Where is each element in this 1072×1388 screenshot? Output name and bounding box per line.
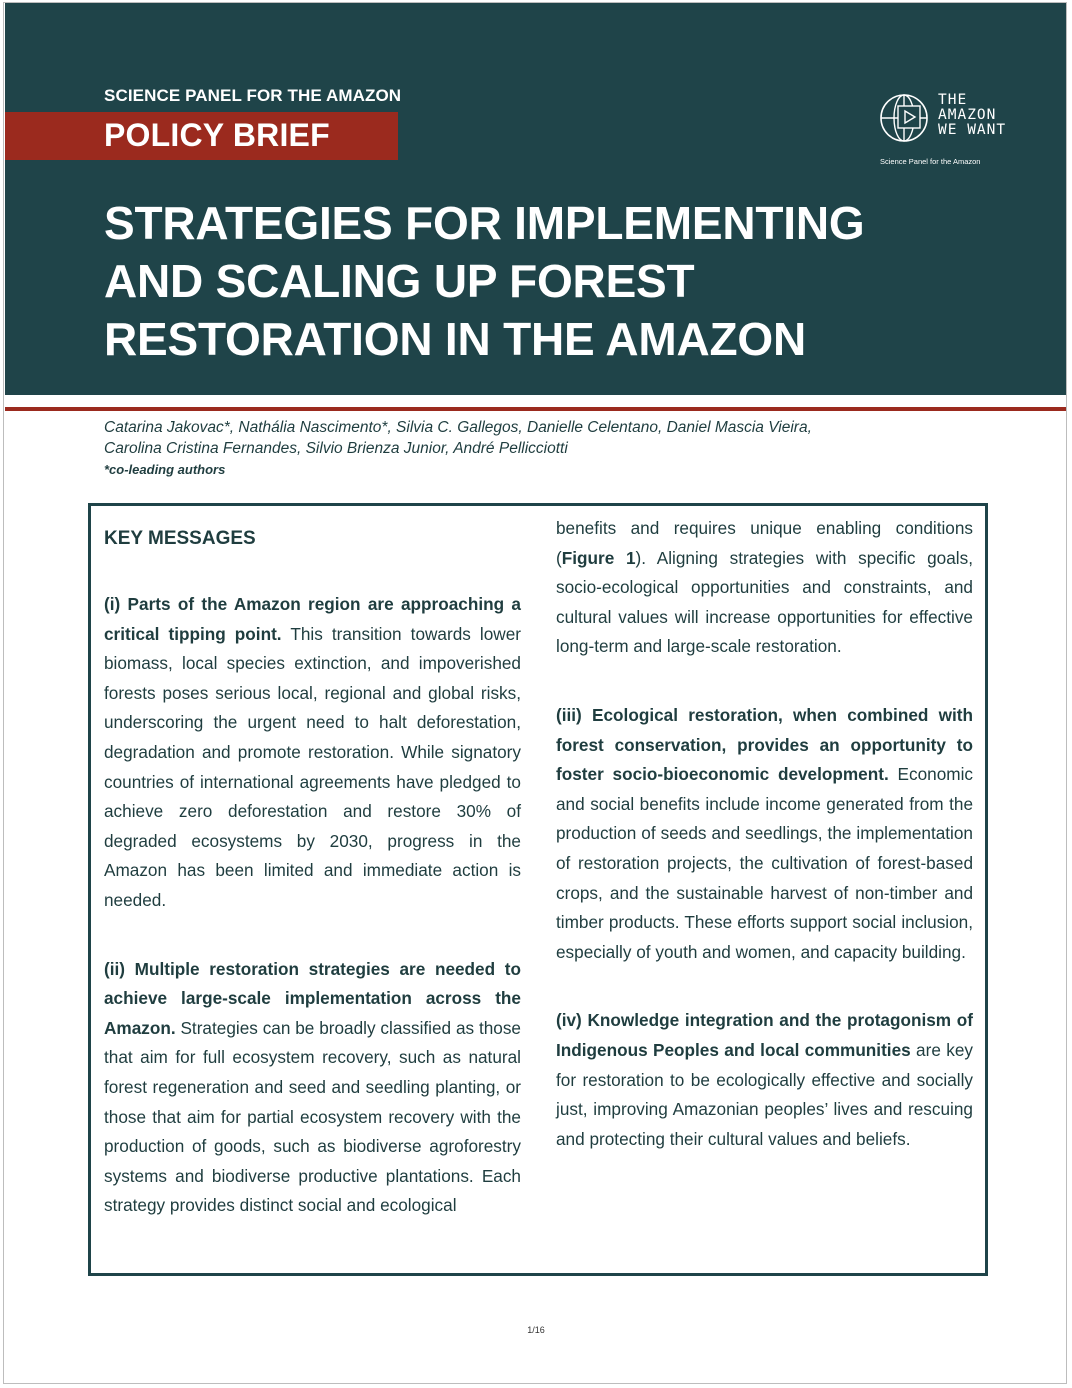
key-message-3: [556, 701, 973, 967]
title-line-2: AND SCALING UP FOREST: [104, 255, 695, 307]
logo-line-1: THE: [938, 92, 968, 108]
key-messages-right-column: [556, 514, 973, 1193]
series-label: SCIENCE PANEL FOR THE AMAZON: [104, 86, 402, 105]
key-message-4-body: are key for restoration to be ecologically effective and socially just, improving Amazonian peoples’ lives and rescuing and protecting their cultural values and beliefs.: [556, 1039, 973, 1149]
key-message-4: [556, 1006, 973, 1154]
accent-divider: [5, 407, 1066, 411]
title-line-1: STRATEGIES FOR IMPLEMENTING: [104, 197, 865, 249]
key-messages-heading: KEY MESSAGES: [104, 528, 256, 549]
key-message-3-body: Economic and social benefits include income generated from the production of seeds and seedlings, the implementation of restoration projects, the cultivation of forest-based crops, and the sustainable harvest of non-timber and timber products. These efforts support social inclusion, especially of youth and women, and capacity building.: [556, 764, 973, 962]
key-message-2: [104, 955, 521, 1221]
globe-play-icon: [878, 90, 930, 146]
key-message-2-cont-b: ). Aligning strategies with specific goals, socio-ecological opportunities and constraints, and cultural values will increase opportunities for effective long-term and large-scale restoration.: [556, 547, 973, 657]
figure-reference: Figure 1: [561, 547, 636, 568]
logo-wordmark: [938, 93, 1006, 138]
page-number: 1/16: [527, 1325, 545, 1335]
authors-line-1: Catarina Jakovac*, Nathália Nascimento*, Silvia C. Gallegos, Danielle Celentano, Daniel Mascia Vieira,: [104, 419, 812, 436]
author-list: [104, 417, 984, 481]
key-message-4-lead: (iv) Knowledge integration and the protagonism of Indigenous Peoples and local communities: [556, 1010, 973, 1060]
key-messages-left-column: [104, 524, 521, 1260]
logo-subtitle: Science Panel for the Amazon: [880, 157, 981, 166]
amazon-we-want-logo: [878, 90, 1018, 170]
authors-line-2: Carolina Cristina Fernandes, Silvio Brienza Junior, André Pellicciotti: [104, 440, 568, 457]
doc-type-label: POLICY BRIEF: [104, 117, 330, 153]
key-message-3-lead: (iii) Ecological restoration, when combined with forest conservation, provides an opportunity to foster socio-bioeconomic development.: [556, 704, 973, 785]
key-message-1-lead: (i) Parts of the Amazon region are approaching a critical tipping point.: [104, 594, 521, 644]
key-message-1: [104, 590, 521, 916]
key-message-2-cont-a: benefits and requires unique enabling conditions (: [556, 518, 973, 568]
key-message-2-body: Strategies can be broadly classified as those that aim for full ecosystem recovery, such as natural forest regeneration and seed and seedling planting, or those that aim for partial ecosystem recovery with the production of goods, such as biodiverse agroforestry systems and biodiverse productive plantations. Each strategy provides distinct social and ecological: [104, 1017, 521, 1216]
page-title: [104, 194, 1004, 368]
title-line-3: RESTORATION IN THE AMAZON: [104, 313, 807, 365]
key-message-1-body: This transition towards lower biomass, local species extinction, and impoverished forests poses serious local, regional and global risks, underscoring the urgent need to halt deforestation, degradation and promote restoration. While signatory countries of international agreements have pledged to achieve zero deforestation and restore 30% of degraded ecosystems by 2030, progress in the Amazon has been limited and immediate action is needed.: [104, 623, 521, 910]
key-message-2-lead: (ii) Multiple restoration strategies are needed to achieve large-scale implementation across the Amazon.: [104, 958, 521, 1038]
logo-line-2: AMAZON: [938, 107, 997, 123]
co-leading-note: *co-leading authors: [104, 462, 226, 477]
key-message-2-continued: [556, 514, 973, 662]
logo-line-3: WE WANT: [938, 122, 1007, 138]
